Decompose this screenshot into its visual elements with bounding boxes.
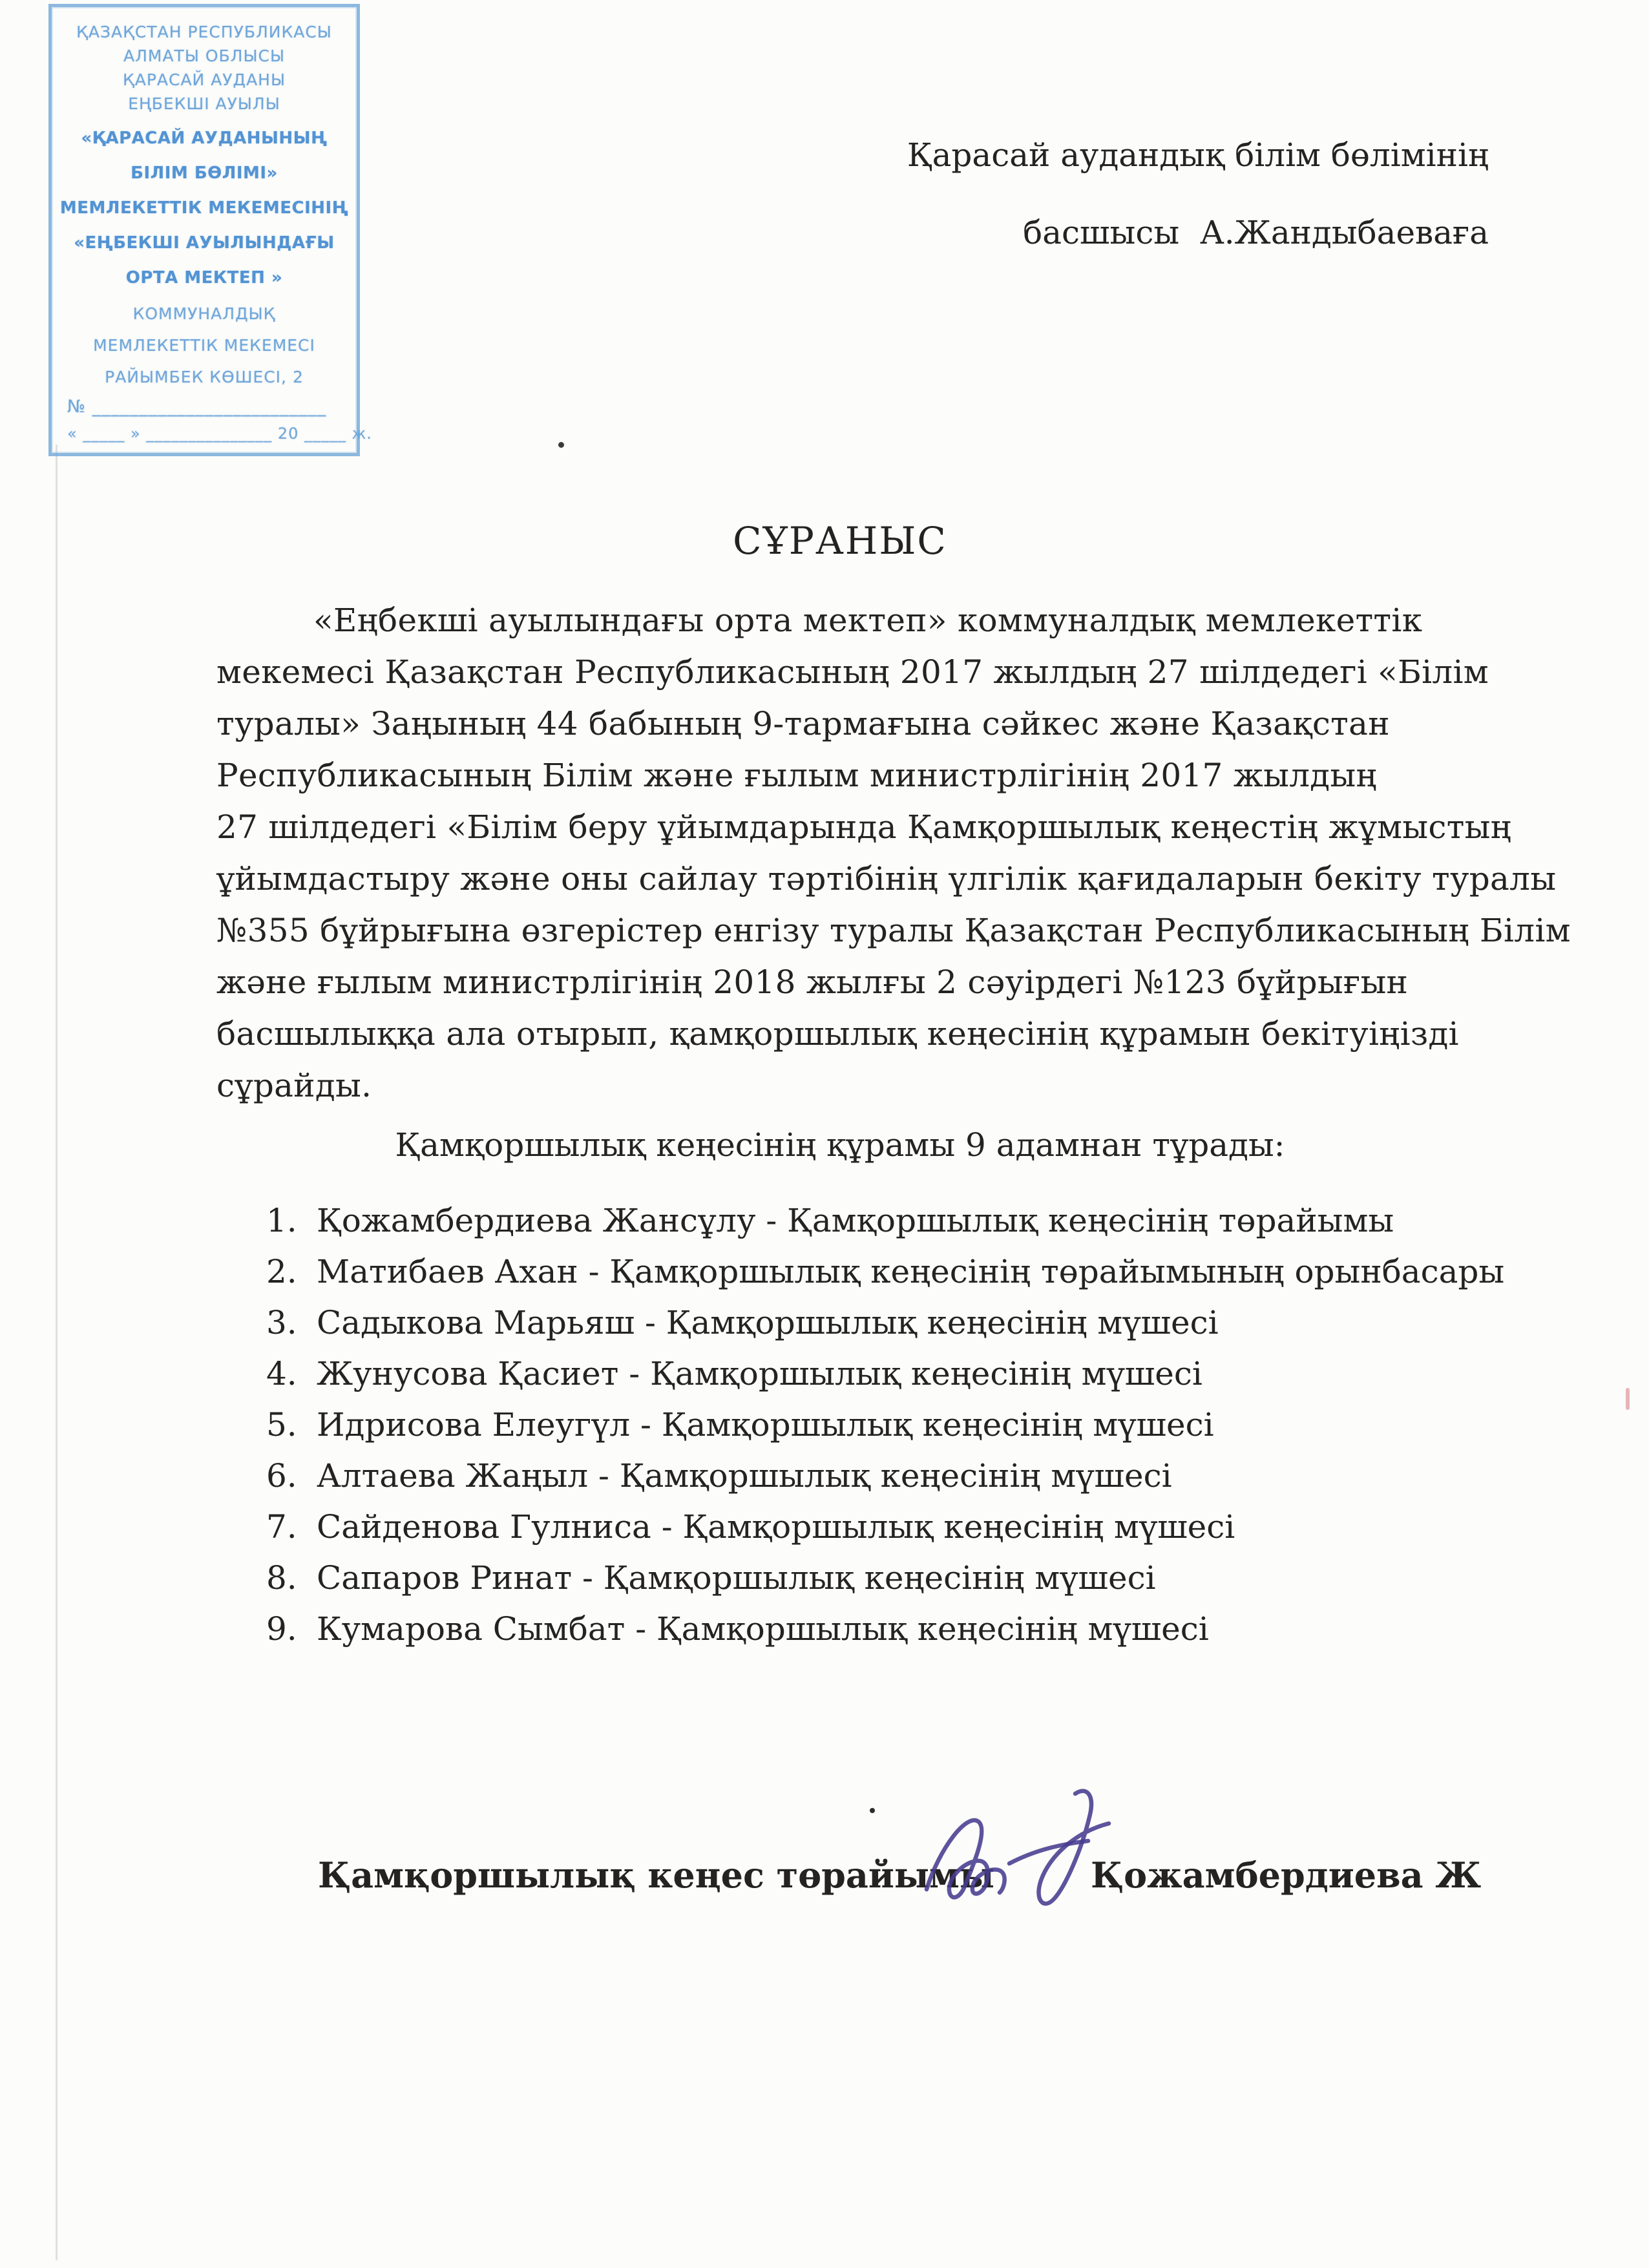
paragraph-line: туралы» Заңының 44 бабының 9-тармағына сәйкес және Қазақстан <box>216 705 1390 742</box>
stamp-line: БІЛІМ БӨЛІМІ» <box>131 163 278 183</box>
stamp-line: АЛМАТЫ ОБЛЫСЫ <box>123 47 286 65</box>
stamp-line: МЕМЛЕКЕТТІК МЕКЕМЕСІНІҢ <box>59 198 349 218</box>
list-item-number: 2. <box>266 1253 297 1290</box>
list-item-number: 6. <box>266 1457 297 1495</box>
document-title: СҰРАНЫС <box>733 519 947 563</box>
list-item-number: 3. <box>266 1304 297 1341</box>
list-item-text: Идрисова Елеугүл - Қамқоршылық кеңесінің мүшесі <box>317 1406 1214 1444</box>
list-item-number: 5. <box>266 1406 297 1444</box>
stamp-line: ЕҢБЕКШІ АУЫЛЫ <box>128 94 280 113</box>
stamp-line: «ҚАРАСАЙ АУДАНЫНЫҢ <box>81 129 328 148</box>
list-item-text: Жунусова Қасиет - Қамқоршылық кеңесінің мүшесі <box>317 1355 1203 1392</box>
stamp-text-block <box>56 21 353 388</box>
stamp-line: ҚАЗАҚСТАН РЕСПУБЛИКАСЫ <box>76 23 332 41</box>
addressee-line-2: басшысы А.Жандыбаеваға <box>1023 214 1489 251</box>
list-item-number: 4. <box>266 1355 297 1392</box>
paragraph-line: басшылыққа ала отырып, қамқоршылық кеңесінің құрамын бекітуіңізді <box>216 1015 1459 1053</box>
paragraph-line: 27 шілдедегі «Білім беру ұйымдарында Қамқоршылық кеңестің жұмыстың <box>216 808 1512 846</box>
scan-speck <box>870 1808 875 1813</box>
list-item-text: Алтаева Жаңыл - Қамқоршылық кеңесінің мүшесі <box>317 1457 1172 1495</box>
paragraph-line: мекемесі Қазақстан Республикасының 2017 жылдың 27 шілдедегі «Білім <box>216 653 1489 691</box>
stamp-line: ОРТА МЕКТЕП » <box>125 268 283 288</box>
list-item <box>266 1356 1504 1392</box>
stamp-number-row <box>56 397 353 417</box>
list-item <box>266 1612 1504 1647</box>
stamp-number-blank: _________________________ <box>92 397 327 417</box>
scan-artifact-line <box>56 445 58 2260</box>
list-item-text: Қожамбердиева Жансұлу - Қамқоршылық кеңесінің төрайымы <box>317 1202 1394 1239</box>
list-item <box>266 1458 1504 1494</box>
list-item <box>266 1254 1504 1290</box>
paragraph-line: «Еңбекші ауылындағы орта мектеп» коммуналдық мемлекеттік <box>313 602 1423 639</box>
paragraph-line: және ғылым министрлігінің 2018 жылғы 2 сәуірдегі №123 бұйрығын <box>216 963 1409 1001</box>
members-list <box>266 1203 1504 1647</box>
list-item-number: 7. <box>266 1508 297 1546</box>
main-paragraph <box>216 594 1571 1111</box>
paragraph-line: сұрайды. <box>216 1067 372 1104</box>
list-item-number: 8. <box>266 1559 297 1597</box>
stamp-line: КОММУНАЛДЫҚ <box>132 304 276 323</box>
list-item-text: Сапаров Ринат - Қамқоршылық кеңесінің мүшесі <box>317 1559 1156 1597</box>
addressee-block <box>907 134 1489 253</box>
list-item-number: 9. <box>266 1610 297 1648</box>
signature-role-label: Қамқоршылық кеңес төрайымы <box>318 1854 995 1896</box>
scan-speck <box>558 442 564 448</box>
paragraph-line: ұйымдастыру және оны сайлау тәртібінің үлгілік қағидаларын бекіту туралы <box>216 860 1557 898</box>
official-stamp <box>48 4 372 456</box>
addressee-line-1: Қарасай аудандық білім бөлімінің <box>907 136 1489 174</box>
stamp-number-label: № <box>67 397 87 417</box>
stamp-line: МЕМЛЕКЕТТІК МЕКЕМЕСІ <box>93 336 315 355</box>
list-item <box>266 1305 1504 1341</box>
signature-name: Қожамбердиева Ж <box>1091 1854 1482 1896</box>
stamp-line: «ЕҢБЕКШІ АУЫЛЫНДАҒЫ <box>74 233 335 253</box>
list-item <box>266 1509 1504 1545</box>
stamp-line: РАЙЫМБЕК КӨШЕСІ, 2 <box>105 368 304 386</box>
list-intro: Қамқоршылық кеңесінің құрамы 9 адамнан тұрады: <box>395 1126 1285 1164</box>
paragraph-line: Республикасының Білім және ғылым министрлігінің 2017 жылдың <box>216 757 1377 794</box>
list-item <box>266 1560 1504 1596</box>
paragraph-line: №355 бұйрығына өзгерістер енгізу туралы Қазақстан Республикасының Білім <box>216 912 1571 949</box>
list-item <box>266 1407 1504 1443</box>
stamp-line: ҚАРАСАЙ АУДАНЫ <box>122 70 286 89</box>
list-item-text: Сайденова Гулниса - Қамқоршылық кеңесінің мүшесі <box>317 1508 1235 1546</box>
scan-speck <box>1626 1388 1630 1410</box>
list-item <box>266 1203 1504 1239</box>
list-item-number: 1. <box>266 1202 297 1239</box>
list-item-text: Кумарова Сымбат - Қамқоршылық кеңесінің мүшесі <box>317 1610 1209 1648</box>
stamp-date-row: « _____ » _______________ 20 _____ ж. <box>67 425 372 443</box>
list-item-text: Садыкова Марьяш - Қамқоршылық кеңесінің мүшесі <box>317 1304 1219 1341</box>
list-item-text: Матибаев Ахан - Қамқоршылық кеңесінің төрайымының орынбасары <box>317 1253 1505 1290</box>
